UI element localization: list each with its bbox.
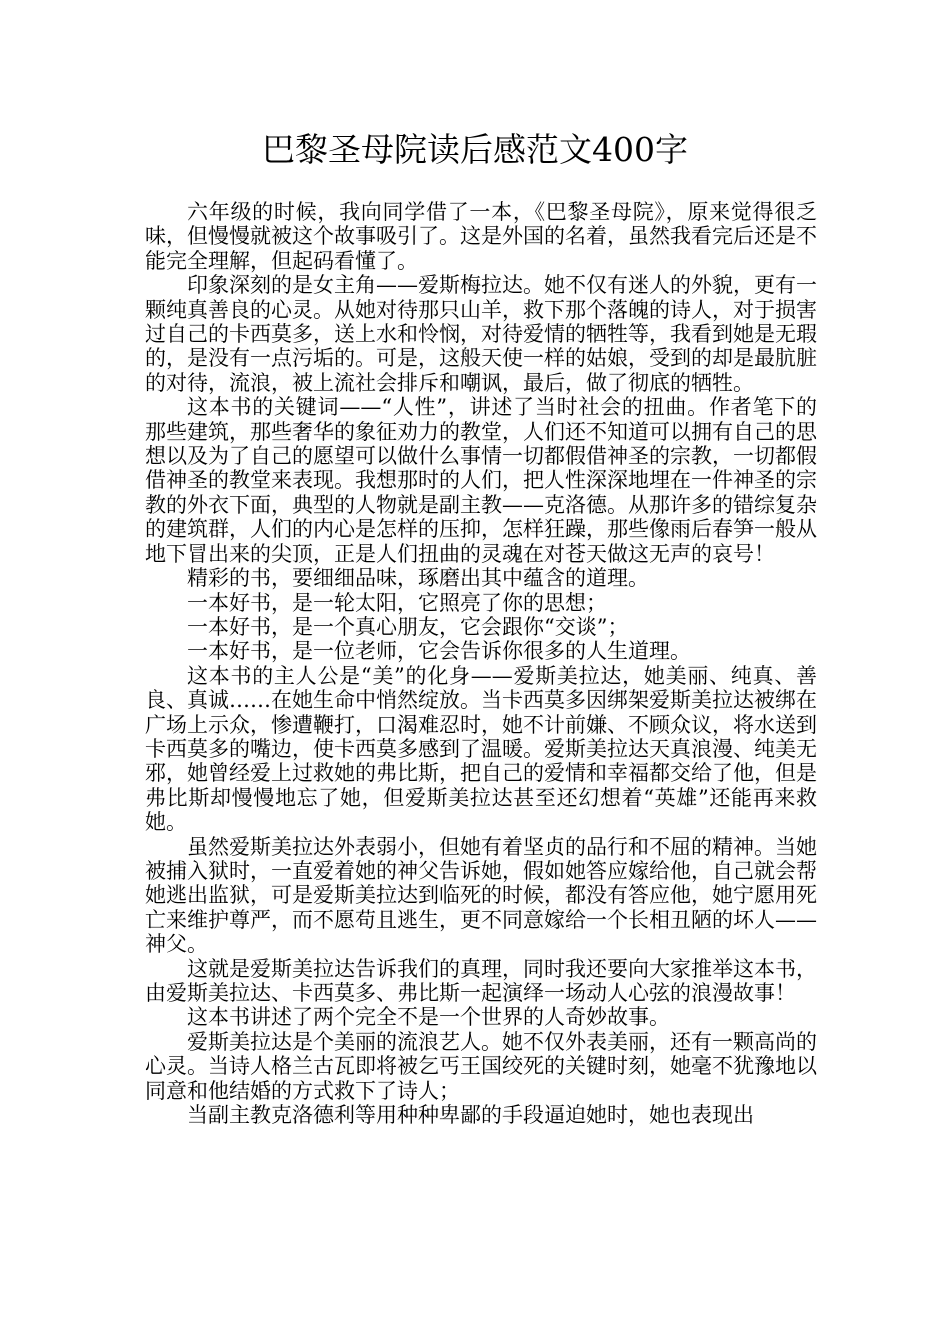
paragraph: 一本好书，是一位老师，它会告诉你很多的人生道理。 (187, 639, 691, 664)
paragraph: 印象深刻的是女主角——爱斯梅拉达。她不仅有迷人的外貌，更有一颗纯真善良的心灵。从她对待那只山羊，救下那个落魄的诗人，对于损害过自己的卡西莫多，送上水和怜悯，对待爱情的牺牲等，我看到她是无瑕的，是没有一点污垢的。可是，这般天使一样的姑娘，受到的却是最肮脏的对待，流浪，被上流社会排斥和嘲讽，最后，做了彻底的牺牲。 (145, 273, 817, 395)
paragraph: 六年级的时候，我向同学借了一本，《巴黎圣母院》，原来觉得很乏味，但慢慢就被这个故事吸引了。这是外国的名着，虽然我看完后还是不能完全理解，但起码看懂了。 (145, 200, 817, 273)
paragraph: 这本书的主人公是“美”的化身——爱斯美拉达，她美丽、纯真、善良、真诚……在她生命中悄然绽放。当卡西莫多因绑架爱斯美拉达被绑在广场上示众，惨遭鞭打，口渴难忍时，她不计前嫌、不顾众议，将水送到卡西莫多的嘴边，使卡西莫多感到了温暖。爱斯美拉达天真浪漫、纯美无邪，她曾经爱上过救她的弗比斯，把自己的爱情和幸福都交给了他，但是弗比斯却慢慢地忘了她，但爱斯美拉达甚至还幻想着“英雄”还能再来救她。 (145, 663, 817, 835)
paragraph: 这本书讲述了两个完全不是一个世界的人奇妙故事。 (187, 1005, 670, 1030)
paragraph: 这就是爱斯美拉达告诉我们的真理，同时我还要向大家推举这本书，由爱斯美拉达、卡西莫多、弗比斯一起演绎一场动人心弦的浪漫故事！ (145, 956, 817, 1005)
paragraph: 当副主教克洛德利等用种种卑鄙的手段逼迫她时，她也表现出 (187, 1103, 754, 1128)
paragraph: 爱斯美拉达是个美丽的流浪艺人。她不仅外表美丽，还有一颗高尚的心灵。当诗人格兰古瓦即将被乞丐王国绞死的关键时刻，她毫不犹豫地以同意和他结婚的方式救下了诗人； (145, 1029, 817, 1103)
paragraph: 虽然爱斯美拉达外表弱小，但她有着坚贞的品行和不屈的精神。当她被捕入狱时，一直爱着她的神父告诉她，假如她答应嫁给他，自己就会帮她逃出监狱，可是爱斯美拉达到临死的时候，都没有答应他，她宁愿用死亡来维护尊严，而不愿苟且逃生，更不同意嫁给一个长相丑陋的坏人——神父。 (145, 834, 817, 957)
document-title: 巴黎圣母院读后感范文400字 (262, 130, 688, 169)
paragraph: 精彩的书，要细细品味，琢磨出其中蕴含的道理。 (187, 566, 649, 591)
paragraph: 一本好书，是一个真心朋友，它会跟你“交谈”； (187, 614, 629, 639)
paragraph: 这本书的关键词——“人性”，讲述了当时社会的扭曲。作者笔下的那些建筑，那些奢华的象征劝力的教堂，人们还不知道可以拥有自己的思想以及为了自己的愿望可以做什么事情一切都假借神圣的宗教，一切都假借神圣的教堂来表现。我想那时的人们，把人性深深地埋在一件神圣的宗教的外衣下面，典型的人物就是副主教——克洛德。从那许多的错综复杂的建筑群，人们的内心是怎样的压抑，怎样狂躁，那些像雨后春笋一般从地下冒出来的尖顶，正是人们扭曲的灵魂在对苍天做这无声的哀号！ (145, 395, 817, 566)
paragraph: 一本好书，是一轮太阳，它照亮了你的思想； (187, 590, 607, 615)
document-body (145, 200, 817, 1127)
